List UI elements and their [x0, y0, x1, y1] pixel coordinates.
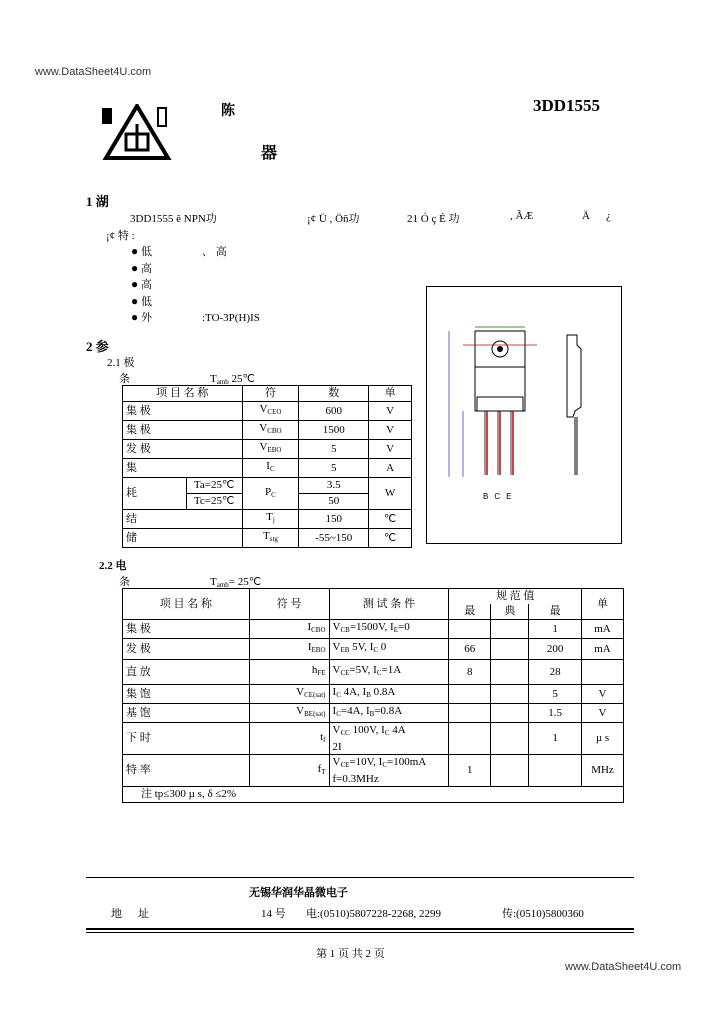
table-cell: 集 极: [123, 421, 243, 440]
table-cell: [449, 620, 491, 639]
table-cell: $T_{stg}$: [242, 529, 299, 548]
table-cell: $V_{CE}=5V$, $I_C=1A$: [329, 660, 449, 685]
table-header-cell: 规 范 值: [449, 589, 582, 605]
company-logo: [102, 104, 172, 160]
feature-item: ● 低: [131, 293, 152, 308]
table-row: [123, 755, 624, 787]
table-cell: 特 率: [123, 755, 250, 787]
table-cell: $V_{BE(sat)}$: [249, 704, 329, 723]
table-cell: µ s: [582, 723, 624, 755]
table-cell: 直 放: [123, 660, 250, 685]
watermark-top[interactable]: www.DataSheet4U.com: [35, 66, 152, 78]
section1-heading: 1 湖: [86, 194, 109, 209]
table-cell: [491, 685, 529, 704]
table-header-row: [123, 589, 624, 605]
table-header-row: [123, 386, 412, 402]
table-cell: 150: [299, 510, 369, 529]
table-cell: 1: [529, 723, 582, 755]
table-cell: $I_{EBO}$: [249, 639, 329, 660]
part-number: 3DD1555: [533, 96, 601, 115]
pin-label: B: [483, 492, 495, 501]
table-row: [123, 685, 624, 704]
table-row: [123, 510, 412, 529]
table-cell: A: [369, 459, 412, 478]
table-cell: 200: [529, 639, 582, 660]
table-header-cell: 符: [242, 386, 299, 402]
table-cell: 耗: [123, 478, 187, 510]
table-cell: 集 极: [123, 620, 250, 639]
table-cell: $I_C$: [242, 459, 299, 478]
table-cell: 5: [529, 685, 582, 704]
table-cell: 50: [299, 494, 369, 510]
table-cell: V: [369, 440, 412, 459]
footer-divider-top: [86, 877, 634, 878]
table-cell: mA: [582, 639, 624, 660]
desc-part-6: ¿: [606, 210, 611, 222]
table-cell: 600: [299, 402, 369, 421]
table-cell: [449, 685, 491, 704]
table-header-cell: 典: [491, 604, 529, 620]
table-cell: $V_{EBO}$: [242, 440, 299, 459]
table-row: [123, 660, 624, 685]
table-cell: 66: [449, 639, 491, 660]
table-cell: 5: [299, 440, 369, 459]
desc-part-5: Ä: [582, 210, 590, 222]
table-cell: MHz: [582, 755, 624, 787]
table-cell: $I_C$ 4A, $I_B$ 0.8A: [329, 685, 449, 704]
table-cell: $V_{EB}$ 5V, $I_C$ 0: [329, 639, 449, 660]
table-cell: 集 饱: [123, 685, 250, 704]
footer-divider-bottom: [86, 928, 634, 930]
table-cell: -55~150: [299, 529, 369, 548]
table-footnote: 注 tp≤300 µ s, δ ≤2%: [123, 787, 624, 803]
table-cell: 集: [123, 459, 243, 478]
table-row: [123, 723, 624, 755]
table-cell: [582, 660, 624, 685]
table-cell: 1500: [299, 421, 369, 440]
table-cell: 下 时: [123, 723, 250, 755]
table-cell: $V_{CE}=10V$, $I_C=100mA$ f=0.3MHz: [329, 755, 449, 787]
table-cell: 8: [449, 660, 491, 685]
table-cell: 3.5: [299, 478, 369, 494]
table-row: [123, 459, 412, 478]
package-drawing: [426, 286, 622, 544]
table-cell: [529, 755, 582, 787]
condition-21: 条 $T_{amb}$ 25℃: [119, 373, 255, 386]
table-cell: 1.5: [529, 704, 582, 723]
feature-item: ● 低 、 高: [131, 244, 227, 258]
table-header-cell: 最: [449, 604, 491, 620]
pin-label: E: [506, 492, 518, 501]
footer-address-label: 地: [111, 908, 122, 920]
table-row: [123, 620, 624, 639]
table-cell: V: [369, 421, 412, 440]
table-row: [123, 704, 624, 723]
desc-part-3: 21 Ó ç É 功: [407, 213, 460, 225]
footer-divider-bottom-thin: [86, 932, 634, 933]
table-cell: $t_f$: [249, 723, 329, 755]
watermark-bottom[interactable]: www.DataSheet4U.com: [565, 961, 682, 973]
table-cell: 5: [299, 459, 369, 478]
table-cell: $I_C=4A$, $I_B=0.8A$: [329, 704, 449, 723]
desc-part-4: , ÃÆ: [510, 210, 534, 222]
table-cell: $V_{CBO}$: [242, 421, 299, 440]
page-number: 第 1 页 共 2 页: [316, 948, 385, 960]
table-cell: 集 极: [123, 402, 243, 421]
table-cell: 1: [529, 620, 582, 639]
table-cell: W: [369, 478, 412, 510]
pin-label: C: [494, 492, 507, 501]
table-cell: $T_j$: [242, 510, 299, 529]
footer-company: 无锡华润华晶微电子: [249, 887, 348, 899]
table-header-cell: 项 目 名 称: [123, 386, 243, 402]
table-cell: [491, 660, 529, 685]
table-row: [123, 421, 412, 440]
table-cell: [491, 639, 529, 660]
table-cell: Ta=25℃: [186, 478, 242, 494]
title-main: 陈: [221, 104, 235, 119]
electrical-characteristics-table: [122, 588, 624, 803]
table-cell: [449, 704, 491, 723]
table-header-cell: 符 号: [249, 589, 329, 620]
condition-22: 条 $T_{amb}=$ 25℃: [119, 576, 262, 589]
table-cell: mA: [582, 620, 624, 639]
feature-item: ● 高: [131, 277, 152, 291]
table-row: [123, 402, 412, 421]
table-cell: V: [582, 685, 624, 704]
table-footnote-row: [123, 787, 624, 803]
table-cell: $I_{CBO}$: [249, 620, 329, 639]
table-cell: V: [369, 402, 412, 421]
table-cell: [491, 704, 529, 723]
table-header-cell: 单: [582, 589, 624, 620]
table-cell: Tc=25℃: [186, 494, 242, 510]
desc-part-1: 3DD1555 ê NPN功: [130, 213, 217, 225]
desc-part-2: ¡¢ Ü , Öñ功: [307, 213, 360, 225]
table-cell: 基 饱: [123, 704, 250, 723]
table-cell: $P_C$: [242, 478, 299, 510]
title-sub: 器: [261, 145, 278, 162]
absolute-max-ratings-table: [122, 385, 412, 548]
table-cell: 1: [449, 755, 491, 787]
table-cell: ℃: [369, 529, 412, 548]
table-row: [123, 639, 624, 660]
features-list: [131, 244, 260, 327]
table-header-cell: 数: [299, 386, 369, 402]
pin-labels: [483, 492, 517, 501]
footer-fax: 传:(0510)5800360: [502, 908, 584, 920]
table-cell: 结: [123, 510, 243, 529]
footer-tel: 电:(0510)5807228-2268, 2299: [306, 908, 442, 920]
table-row: [123, 478, 412, 494]
table-cell: V: [582, 704, 624, 723]
table-cell: $V_{CB}=1500V$, $I_E=0$: [329, 620, 449, 639]
table-cell: $V_{CEO}$: [242, 402, 299, 421]
footer-address-sep: 址: [138, 908, 149, 920]
table-cell: 储: [123, 529, 243, 548]
table-cell: 发 极: [123, 639, 250, 660]
section2-heading: 2 参: [86, 339, 109, 354]
footer-address-no: 14 号: [261, 908, 286, 920]
table-cell: $V_{CC}$ 100V, $I_C$ 4A 2I: [329, 723, 449, 755]
feature-item: ● 高: [131, 260, 152, 275]
table-cell: ℃: [369, 510, 412, 529]
table-cell: 发 极: [123, 440, 243, 459]
table-row: [123, 440, 412, 459]
table-cell: $V_{CE(sat)}$: [249, 685, 329, 704]
table-cell: [449, 723, 491, 755]
table-cell: $f_T$: [249, 755, 329, 787]
table-header-cell: 测 试 条 件: [329, 589, 449, 620]
subsection-22-heading: 2.2 电: [99, 560, 127, 572]
table-cell: $h_{FE}$: [249, 660, 329, 685]
table-cell: [491, 620, 529, 639]
subsection-21-heading: 2.1 极: [107, 357, 135, 369]
table-header-cell: 最: [529, 604, 582, 620]
table-row: [123, 529, 412, 548]
table-header-cell: 项 目 名 称: [123, 589, 250, 620]
table-cell: 28: [529, 660, 582, 685]
table-cell: [491, 755, 529, 787]
features-label: ¡¢ 特 :: [106, 230, 135, 242]
table-cell: [491, 723, 529, 755]
feature-item: ● 外 :TO-3P(H)IS: [131, 310, 260, 324]
table-header-cell: 单: [369, 386, 412, 402]
